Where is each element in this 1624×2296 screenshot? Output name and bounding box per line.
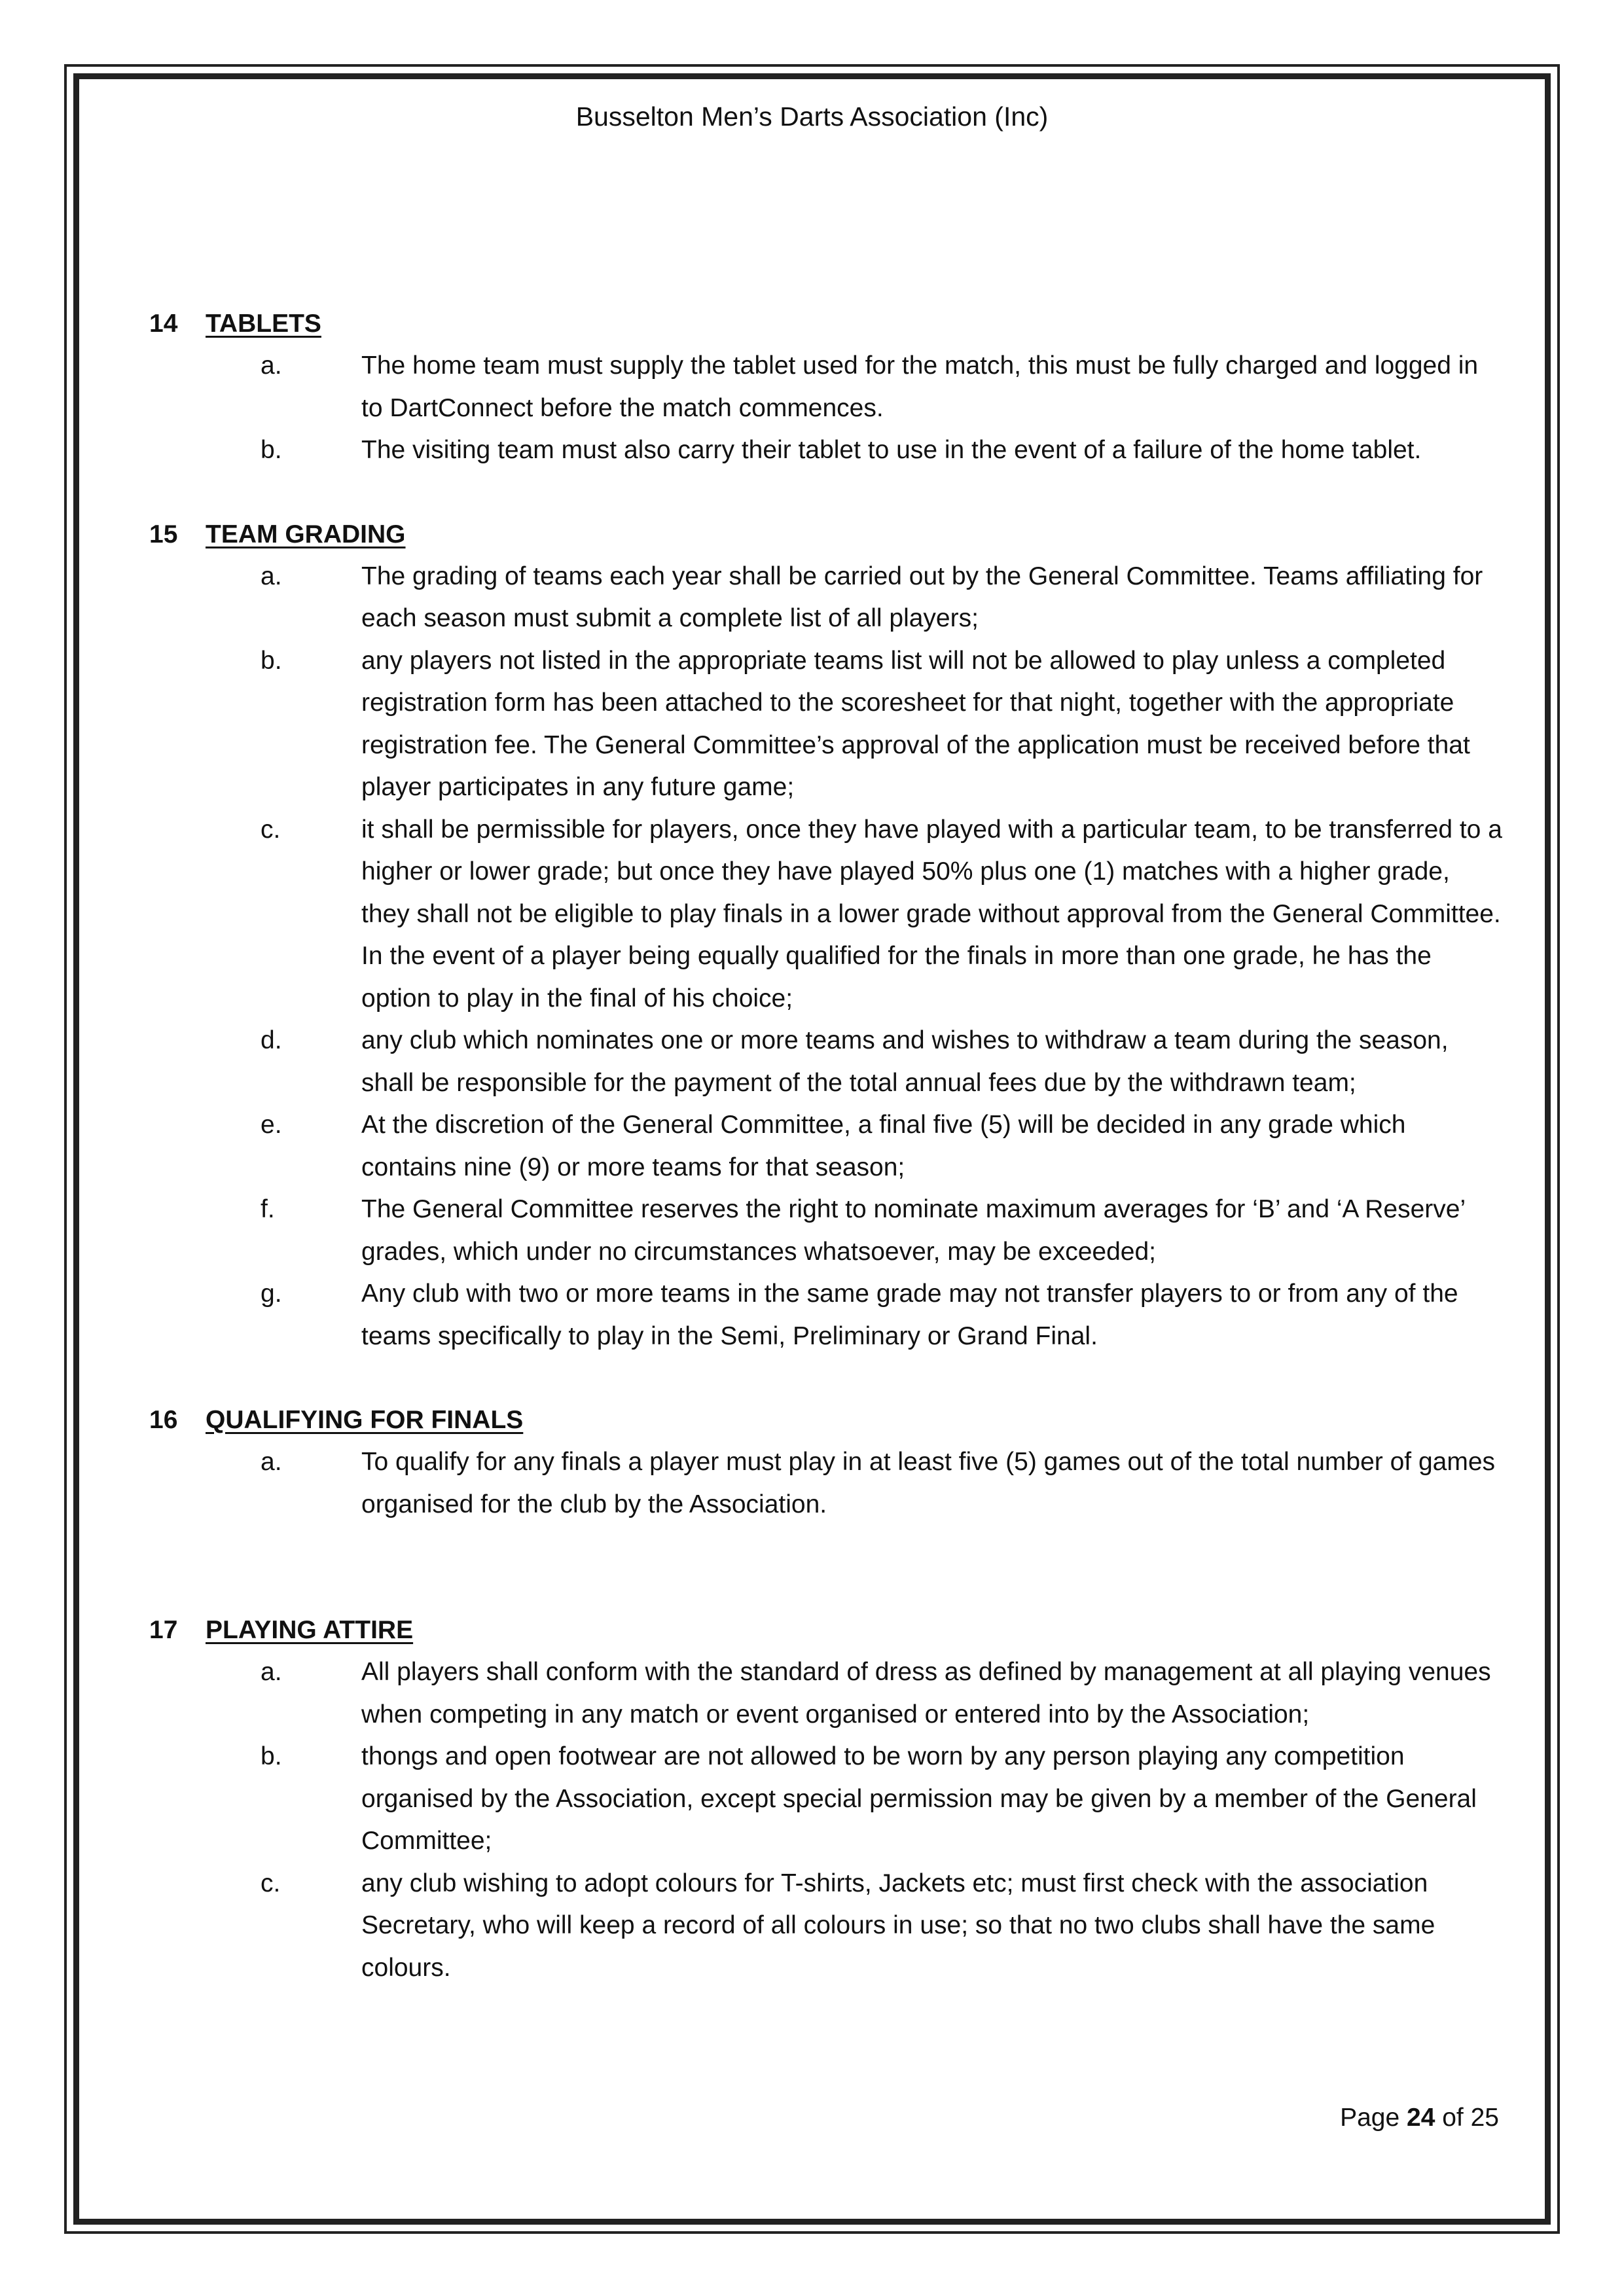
section-15 <box>0 514 1624 1358</box>
item-text: any club wishing to adopt colours for T-shirts, Jackets etc; must first check with the association Secretary, who will keep a record of all colours in use; so that no two clubs shall have the same colours. <box>361 1869 1435 1982</box>
page-label: Page <box>1340 2104 1400 2132</box>
item-letter: c. <box>261 815 281 844</box>
item-letter: d. <box>261 1026 282 1054</box>
list-item <box>0 1651 1624 1736</box>
item-letter: a. <box>261 1448 282 1476</box>
section-17 <box>0 1609 1624 1989</box>
list-item <box>0 345 1624 429</box>
section-14 <box>0 303 1624 472</box>
list-item <box>0 1104 1624 1189</box>
section-number: 17 <box>149 1616 178 1644</box>
item-text: any players not listed in the appropriate teams list will not be allowed to play unless a completed registration form has been attached to the scoresheet for that night, together with the appropriate registration fee. The General Committee’s approval of the application must be received before that player participates in any future game; <box>361 646 1470 801</box>
page-of: of <box>1442 2104 1464 2132</box>
item-text: At the discretion of the General Committee, a final five (5) will be decided in any grade which contains nine (9) or more teams for that season; <box>361 1111 1406 1181</box>
list-item <box>0 1020 1624 1104</box>
item-letter: b. <box>261 646 282 675</box>
item-text: The home team must supply the tablet used for the match, this must be fully charged and logged in to DartConnect before the match commences. <box>361 351 1479 422</box>
item-letter: a. <box>261 351 282 380</box>
section-number: 15 <box>149 520 178 548</box>
item-text: All players shall conform with the standard of dress as defined by management at all playing venues when competing in any match or event organised or entered into by the Association; <box>361 1658 1491 1729</box>
item-text: it shall be permissible for players, once they have played with a particular team, to be transferred to a higher or lower grade; but once they have played 50% plus one (1) matches with a higher grade, they shall not be eligible to play finals in a lower grade without approval from the General Committee. In the event of a player being equally qualified for the finals in more than one grade, he has the option to play in the final of his choice; <box>361 815 1502 1013</box>
document-header: Busselton Men’s Darts Association (Inc) <box>575 101 1049 132</box>
item-text: thongs and open footwear are not allowed to be worn by any person playing any competition organised by the Association, except special permission may be given by a member of the General Committee; <box>361 1742 1477 1855</box>
item-text: The grading of teams each year shall be carried out by the General Committee. Teams affiliating for each season must submit a complete list of all players; <box>361 562 1483 632</box>
list-item <box>0 1189 1624 1273</box>
section-number: 16 <box>149 1406 178 1434</box>
item-letter: g. <box>261 1280 282 1308</box>
item-text: Any club with two or more teams in the same grade may not transfer players to or from any of the teams specifically to play in the Semi, Preliminary or Grand Final. <box>361 1280 1458 1350</box>
list-item <box>0 1273 1624 1357</box>
page-current: 24 <box>1407 2104 1435 2132</box>
section-title: TABLETS <box>206 310 321 338</box>
section-title: QUALIFYING FOR FINALS <box>206 1406 524 1434</box>
item-text: To qualify for any finals a player must play in at least five (5) games out of the total number of games organised for the club by the Association. <box>361 1448 1496 1518</box>
item-letter: f. <box>261 1195 275 1223</box>
item-text: any club which nominates one or more teams and wishes to withdraw a team during the season, shall be responsible for the payment of the total annual fees due by the withdrawn team; <box>361 1026 1449 1097</box>
item-text: The visiting team must also carry their tablet to use in the event of a failure of the home tablet. <box>361 436 1422 464</box>
item-letter: c. <box>261 1869 281 1897</box>
item-letter: a. <box>261 1658 282 1686</box>
section-title: PLAYING ATTIRE <box>206 1616 414 1644</box>
item-letter: a. <box>261 562 282 590</box>
item-letter: e. <box>261 1111 282 1139</box>
list-item <box>0 1441 1624 1526</box>
item-letter: b. <box>261 436 282 464</box>
list-item <box>0 809 1624 1020</box>
section-number: 14 <box>149 310 178 338</box>
list-item <box>0 1736 1624 1863</box>
document-body <box>0 303 1624 1989</box>
section-title: TEAM GRADING <box>206 520 406 548</box>
page-total: 25 <box>1470 2104 1499 2132</box>
list-item <box>0 556 1624 640</box>
item-letter: b. <box>261 1742 282 1770</box>
page-number <box>1244 2100 1499 2136</box>
list-item <box>0 1863 1624 1990</box>
list-item <box>0 640 1624 809</box>
list-item <box>0 429 1624 472</box>
section-16 <box>0 1399 1624 1526</box>
item-text: The General Committee reserves the right to nominate maximum averages for ‘B’ and ‘A Reserve’ grades, which under no circumstances whatsoever, may be exceeded; <box>361 1195 1465 1266</box>
